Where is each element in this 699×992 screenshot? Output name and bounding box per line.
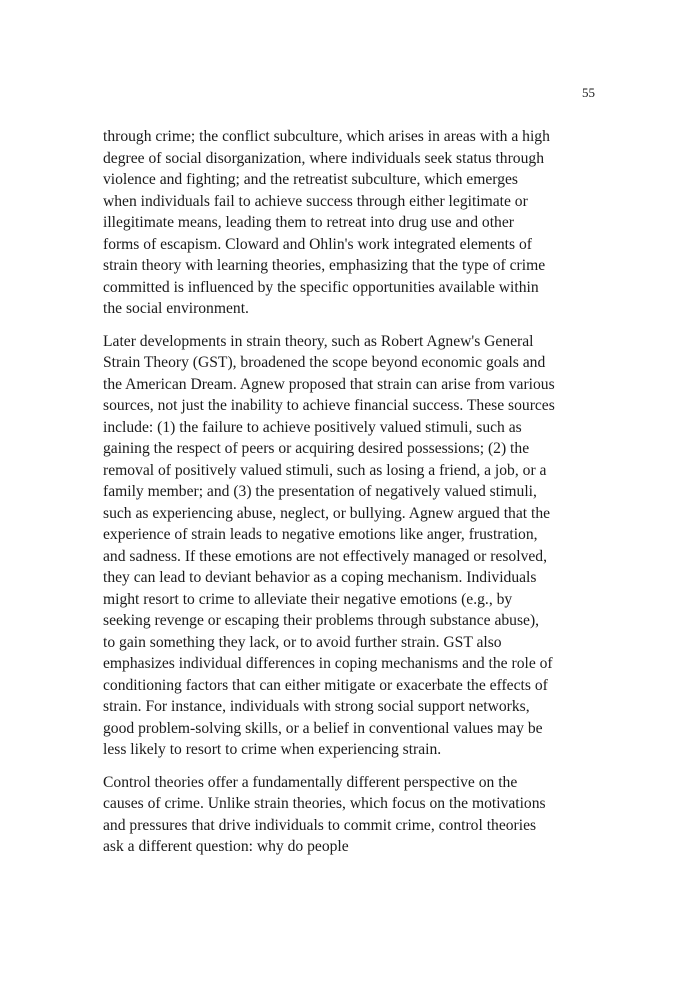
body-text (103, 126, 603, 869)
paragraph (103, 126, 603, 320)
text-line: and pressures that drive individuals to commit crime, control theories (103, 816, 537, 834)
text-line: good problem-solving skills, or a belief in conventional values may be (103, 719, 543, 737)
text-line: violence and fighting; and the retreatist subculture, which emerges (103, 171, 518, 188)
text-line: forms of escapism. Cloward and Ohlin's work integrated elements of (103, 235, 532, 253)
paragraph (103, 331, 603, 761)
text-line: committed is influenced by the specific opportunities available within (103, 278, 539, 296)
text-line: causes of crime. Unlike strain theories, which focus on the motivations (103, 795, 546, 812)
text-line: less likely to resort to crime when experiencing strain. (103, 741, 442, 758)
text-line: through crime; the conflict subculture, which arises in areas with a high (103, 128, 550, 145)
text-line: strain theory with learning theories, emphasizing that the type of crime (103, 257, 546, 274)
text-line: might resort to crime to alleviate their negative emotions (e.g., by (103, 590, 513, 608)
text-line: emphasizes individual differences in coping mechanisms and the role of (103, 655, 553, 672)
text-line: Control theories offer a fundamentally different perspective on the (103, 773, 518, 791)
text-line: and sadness. If these emotions are not effectively managed or resolved, (103, 547, 547, 565)
text-line: the social environment. (103, 300, 249, 317)
text-line: such as experiencing abuse, neglect, or bullying. Agnew argued that the (103, 504, 551, 522)
text-line: conditioning factors that can either mitigate or exacerbate the effects of (103, 676, 548, 694)
text-line: gaining the respect of peers or acquiring desired possessions; (2) the (103, 440, 530, 457)
text-line: seeking revenge or escaping their problems through substance abuse), (103, 612, 540, 629)
text-line: the American Dream. Agnew proposed that strain can arise from various (103, 375, 555, 393)
text-line: degree of social disorganization, where individuals seek status through (103, 149, 544, 167)
page-number: 55 (582, 85, 595, 100)
text-line: family member; and (3) the presentation of negatively valued stimuli, (103, 483, 537, 500)
text-line: experience of strain leads to negative emotions like anger, frustration, (103, 526, 538, 543)
text-line: Later developments in strain theory, such as Robert Agnew's General (103, 332, 534, 350)
text-line: when individuals fail to achieve success through either legitimate or (103, 192, 528, 210)
text-line: sources, not just the inability to achieve financial success. These sources (103, 397, 555, 414)
text-line: they can lead to deviant behavior as a coping mechanism. Individuals (103, 569, 537, 586)
text-line: Strain Theory (GST), broadened the scope beyond economic goals and (103, 354, 546, 371)
text-line: strain. For instance, individuals with strong social support networks, (103, 698, 530, 715)
text-line: illegitimate means, leading them to retreat into drug use and other (103, 214, 514, 231)
text-line: removal of positively valued stimuli, such as losing a friend, a job, or a (103, 461, 547, 479)
text-line: include: (1) the failure to achieve positively valued stimuli, such as (103, 418, 522, 436)
text-line: to gain something they lack, or to avoid further strain. GST also (103, 633, 502, 651)
text-line: ask a different question: why do people (103, 838, 349, 855)
paragraph (103, 772, 603, 858)
